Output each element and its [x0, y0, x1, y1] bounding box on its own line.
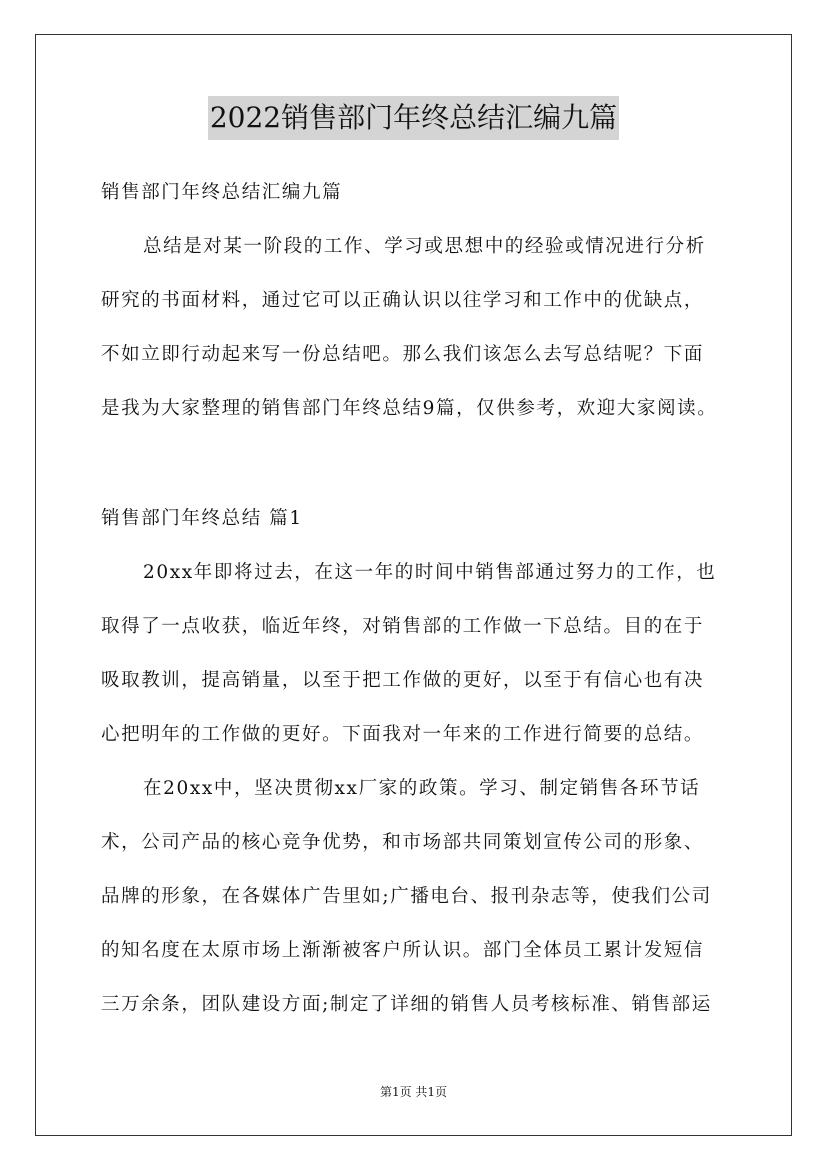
document-title: 2022销售部门年终总结汇编九篇: [208, 96, 619, 140]
paragraph-line: 不如立即行动起来写一份总结吧。那么我们该怎么去写总结呢？下面: [101, 344, 705, 365]
title-wrapper: [0, 96, 827, 140]
paragraph-line: 取得了一点收获，临近年终，对销售部的工作做一下总结。目的在于: [101, 616, 705, 637]
paragraph-line: 20xx年即将过去，在这一年的时间中销售部通过努力的工作，也: [143, 562, 717, 583]
page-footer: 第1页 共1页: [379, 1085, 448, 1099]
paragraph-line: 研究的书面材料，通过它可以正确认识以往学习和工作中的优缺点，: [101, 290, 705, 311]
section-heading: 销售部门年终总结 篇1: [101, 508, 303, 529]
paragraph-line: 三万余条，团队建设方面;制定了详细的销售人员考核标准、销售部运: [101, 994, 712, 1015]
paragraph-line: 是我为大家整理的销售部门年终总结9篇，仅供参考，欢迎大家阅读。: [101, 398, 718, 419]
paragraph-line: 品牌的形象，在各媒体广告里如;广播电台、报刊杂志等，使我们公司: [101, 886, 712, 907]
paragraph-line: 的知名度在太原市场上渐渐被客户所认识。部门全体员工累计发短信: [101, 940, 705, 961]
paragraph-line: 在20xx中，坚决贯彻xx厂家的政策。学习、制定销售各环节话: [143, 778, 701, 799]
subtitle-line: 销售部门年终总结汇编九篇: [101, 182, 343, 203]
paragraph-line: 吸取教训，提高销量，以至于把工作做的更好，以至于有信心也有决: [101, 670, 705, 691]
paragraph-line: 心把明年的工作做的更好。下面我对一年来的工作进行简要的总结。: [101, 724, 705, 745]
paragraph-line: 术，公司产品的核心竞争优势，和市场部共同策划宣传公司的形象、: [101, 832, 705, 853]
paragraph-line: 总结是对某一阶段的工作、学习或思想中的经验或情况进行分析: [143, 236, 706, 257]
